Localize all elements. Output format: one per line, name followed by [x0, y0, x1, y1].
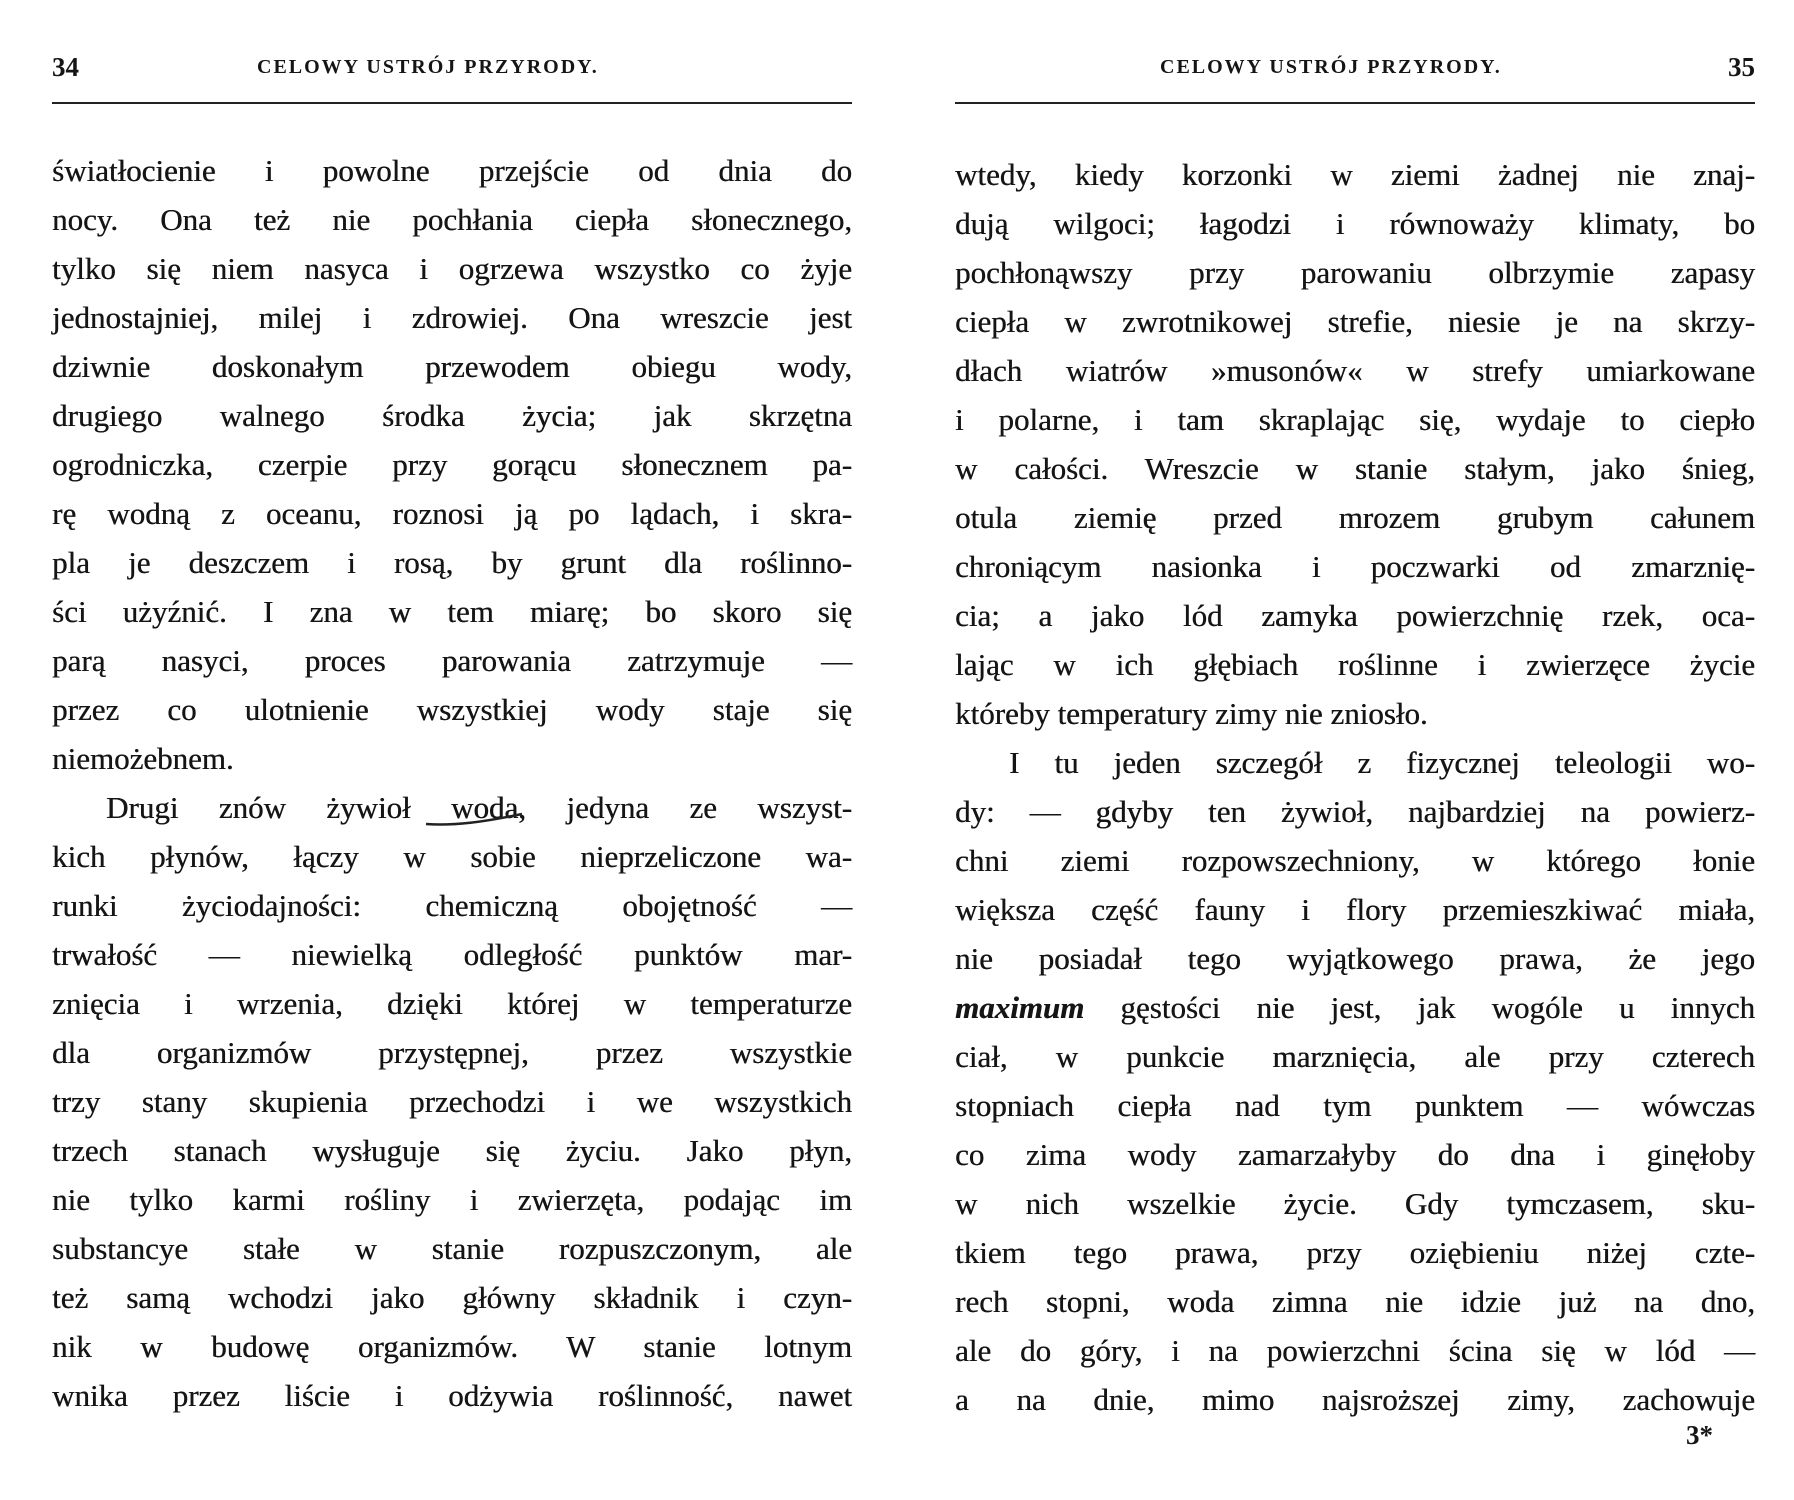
text-line: światłocienie i powolne przejście od dnia do	[52, 153, 852, 188]
text-line: nie posiadał tego wyjątkowego prawa, że jego	[955, 941, 1755, 976]
text-line: nocy. Ona też nie pochłania ciepła słonecznego,	[52, 202, 852, 237]
text-line: pochłonąwszy przy parowaniu olbrzymie zapasy	[955, 255, 1755, 290]
text-line: ciepła w zwrotnikowej strefie, niesie je na skrzy-	[955, 304, 1755, 339]
text-line: rę wodną z oceanu, roznosi ją po lądach, i skra-	[52, 496, 852, 531]
right-page	[955, 0, 1755, 1500]
text-line: wnika przez liście i odżywia roślinność, nawet	[52, 1378, 852, 1413]
text-line: I tu jeden szczegół z fizycznej teleologii wo-	[1009, 745, 1755, 780]
text-line: i polarne, i tam skraplając się, wydaje to ciepło	[955, 402, 1755, 437]
text-line: rech stopni, woda zimna nie idzie już na dno,	[955, 1284, 1755, 1319]
text-line: też samą wchodzi jako główny składnik i czyn-	[52, 1280, 852, 1315]
text-line: chni ziemi rozpowszechniony, w którego łonie	[955, 843, 1755, 878]
text-line: pla je deszczem i rosą, by grunt dla roślinno-	[52, 545, 852, 580]
text-line: jednostajniej, milej i zdrowiej. Ona wreszcie jest	[52, 300, 852, 335]
running-head: CELOWY USTRÓJ PRZYRODY.	[257, 56, 599, 78]
text-line: trzech stanach wysługuje się życiu. Jako płyn,	[52, 1133, 852, 1168]
signature-mark: 3*	[1686, 1420, 1713, 1450]
page-header	[955, 52, 1755, 92]
text-line: stopniach ciepła nad tym punktem — wówczas	[955, 1088, 1755, 1123]
text-line: dują wilgoci; łagodzi i równoważy klimaty, bo	[955, 206, 1755, 241]
text-line: kich płynów, łączy w sobie nieprzeliczone wa-	[52, 839, 852, 874]
text-line: tylko się niem nasyca i ogrzewa wszystko co żyje	[52, 251, 852, 286]
text-line: w nich wszelkie życie. Gdy tymczasem, sku-	[955, 1186, 1755, 1221]
page-text	[52, 146, 852, 1420]
text-line: dy: — gdyby ten żywioł, najbardziej na powierz-	[955, 794, 1755, 829]
text-line: chroniącym nasionka i poczwarki od zmarznię-	[955, 549, 1755, 584]
text-line: Drugi znów żywioł woda, jedyna ze wszyst-	[106, 790, 852, 825]
text-line: wtedy, kiedy korzonki w ziemi żadnej nie znaj-	[955, 157, 1755, 192]
text-line: dziwnie doskonałym przewodem obiegu wody,	[52, 349, 852, 384]
text-line: niemożebnem.	[52, 741, 234, 776]
text-line: otula ziemię przed mrozem grubym całunem	[955, 500, 1755, 535]
page-header	[52, 52, 852, 92]
left-page	[52, 0, 852, 1500]
running-head: CELOWY USTRÓJ PRZYRODY.	[1160, 56, 1502, 78]
text-line: ale do góry, i na powierzchni ścina się w lód —	[955, 1333, 1755, 1368]
text-line: trwałość — niewielką odległość punktów mar-	[52, 937, 852, 972]
text-line: któreby temperatury zimy nie zniosło.	[955, 696, 1428, 731]
header-rule	[52, 102, 852, 104]
text-line: lając w ich głębiach roślinne i zwierzęce życie	[955, 647, 1755, 682]
handwritten-underline-mark	[424, 810, 524, 830]
text-line: ciał, w punkcie marznięcia, ale przy czterech	[955, 1039, 1755, 1074]
page-number: 34	[52, 52, 79, 82]
page-text	[955, 150, 1755, 1424]
text-line: a na dnie, mimo najsroższej zimy, zachowuje	[955, 1382, 1755, 1417]
text-line	[955, 983, 1755, 1032]
header-rule	[955, 102, 1755, 104]
text-line: trzy stany skupienia przechodzi i we wszystkich	[52, 1084, 852, 1119]
text-line: nie tylko karmi rośliny i zwierzęta, podając im	[52, 1182, 852, 1217]
text-line: nik w budowę organizmów. W stanie lotnym	[52, 1329, 852, 1364]
text-line: większa część fauny i flory przemieszkiwać miała,	[955, 892, 1755, 927]
page-number: 35	[1728, 52, 1755, 82]
text-line: dla organizmów przystępnej, przez wszystkie	[52, 1035, 852, 1070]
line-rest: gęstości nie jest, jak wogóle u innych	[1084, 990, 1755, 1025]
text-line: parą nasyci, proces parowania zatrzymuje —	[52, 643, 852, 678]
text-line: ogrodniczka, czerpie przy gorącu słonecznem pa-	[52, 447, 852, 482]
text-line: runki życiodajności: chemiczną obojętność —	[52, 888, 852, 923]
text-line: dłach wiatrów »musonów« w strefy umiarkowane	[955, 353, 1755, 388]
text-line: drugiego walnego środka życia; jak skrzętna	[52, 398, 852, 433]
text-line: ści użyźnić. I zna w tem miarę; bo skoro się	[52, 594, 852, 629]
text-line: znięcia i wrzenia, dzięki której w temperaturze	[52, 986, 852, 1021]
text-line: substancye stałe w stanie rozpuszczonym, ale	[52, 1231, 852, 1266]
text-line: tkiem tego prawa, przy oziębieniu niżej czte-	[955, 1235, 1755, 1270]
italic-term: maximum	[955, 990, 1085, 1025]
text-line: przez co ulotnienie wszystkiej wody staje się	[52, 692, 852, 727]
text-line: co zima wody zamarzałyby do dna i ginęłoby	[955, 1137, 1755, 1172]
text-line: w całości. Wreszcie w stanie stałym, jako śnieg,	[955, 451, 1755, 486]
text-line: cia; a jako lód zamyka powierzchnię rzek, oca-	[955, 598, 1755, 633]
